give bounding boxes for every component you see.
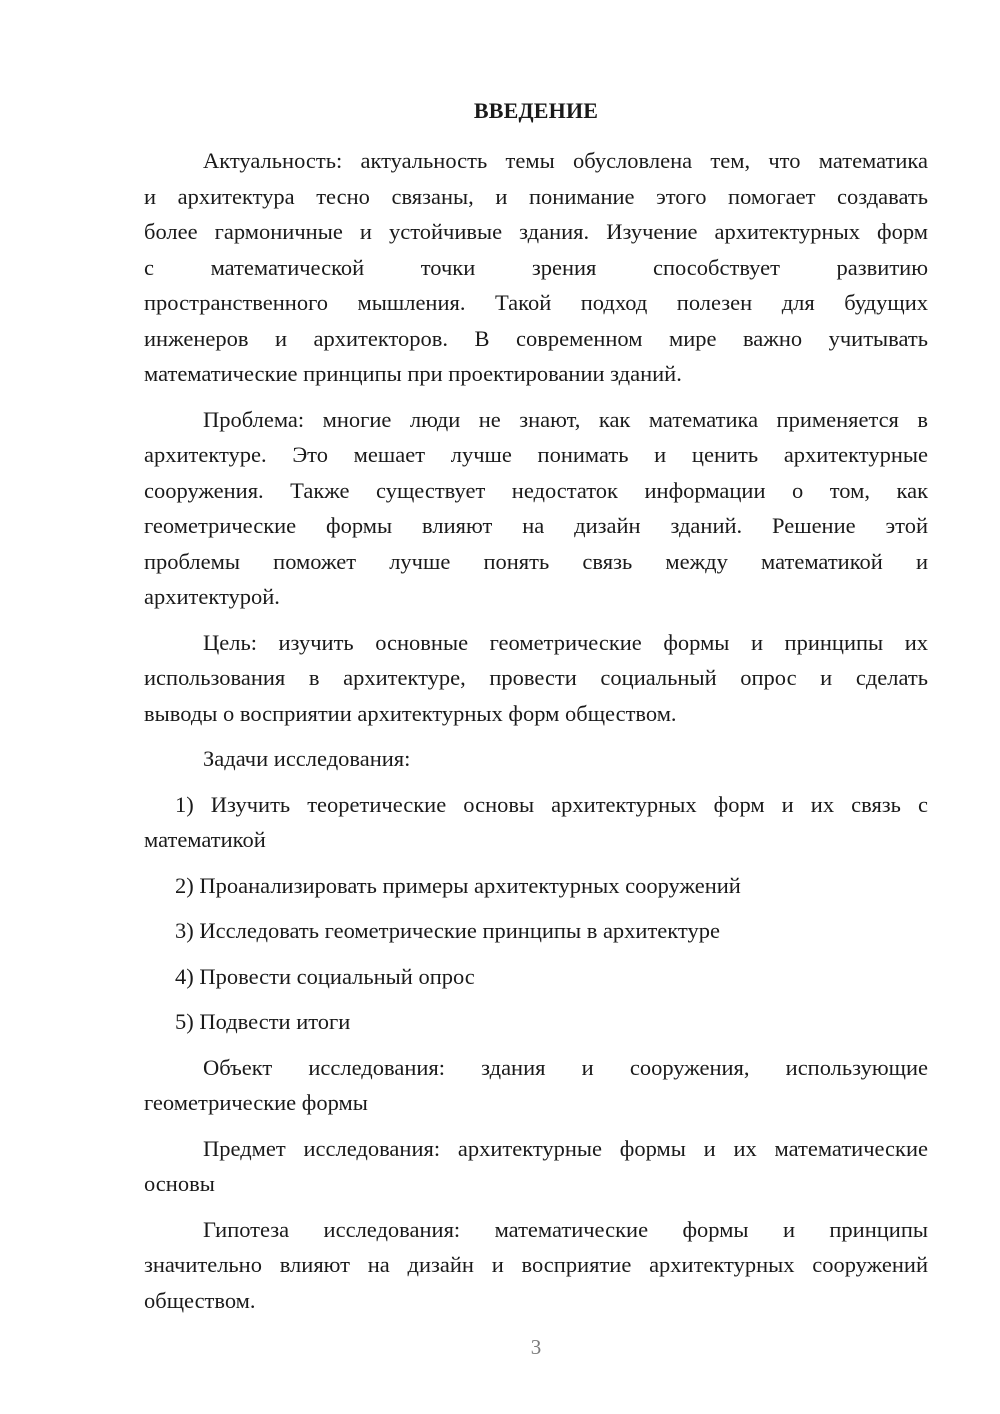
text-line: сооружения. Также существует недостаток информации о том, как	[144, 477, 928, 503]
hypothesis-paragraph	[144, 1212, 928, 1319]
section-title: ВВЕДЕНИЕ	[473, 98, 599, 123]
text-line: с математической точки зрения способствует развитию	[144, 254, 928, 280]
text-line: выводы о восприятии архитектурных форм обществом.	[144, 700, 677, 726]
task-item-1	[144, 787, 928, 858]
text-line: значительно влияют на дизайн и восприятие архитектурных сооружений	[144, 1252, 928, 1277]
task-item-4	[144, 959, 928, 995]
task-item-5	[144, 1004, 928, 1040]
text-line: более гармоничные и устойчивые здания. Изучение архитектурных форм	[144, 219, 928, 244]
text-line: пространственного мышления. Такой подход полезен для будущих	[144, 290, 928, 315]
text-line: 3) Исследовать геометрические принципы в архитектуре	[175, 918, 720, 943]
text-line: геометрические формы влияют на дизайн зданий. Решение этой	[144, 513, 928, 538]
text-line: Актуальность: актуальность темы обусловлена тем, что математика	[203, 148, 928, 173]
text-line: архитектурой.	[144, 584, 280, 609]
text-line: 5) Подвести итоги	[175, 1009, 351, 1034]
page-number: 3	[530, 1335, 542, 1359]
text-line: 1) Изучить теоретические основы архитектурных форм и их связь с	[175, 791, 928, 817]
task-item-2	[144, 868, 928, 904]
problem-paragraph	[144, 402, 928, 615]
text-line: обществом.	[144, 1287, 256, 1313]
text-line: и архитектура тесно связаны, и понимание этого помогает создавать	[144, 183, 928, 209]
document-body	[144, 143, 928, 1318]
text-line: 4) Провести социальный опрос	[175, 963, 475, 989]
relevance-paragraph	[144, 143, 928, 392]
text-line: использования в архитектуре, провести социальный опрос и сделать	[144, 665, 928, 690]
text-line: Проблема: многие люди не знают, как математика применяется в	[203, 406, 928, 432]
goal-paragraph	[144, 625, 928, 732]
text-line: основы	[144, 1171, 215, 1196]
text-line: 2) Проанализировать примеры архитектурных сооружений	[175, 872, 741, 898]
text-line: проблемы поможет лучше понять связь между математикой и	[144, 548, 928, 574]
object-paragraph	[144, 1050, 928, 1121]
task-item-3	[144, 913, 928, 949]
text-line: геометрические формы	[144, 1090, 368, 1115]
subject-paragraph	[144, 1131, 928, 1202]
text-line: Задачи исследования:	[203, 746, 411, 771]
text-line: Объект исследования: здания и сооружения, использующие	[203, 1054, 928, 1080]
tasks-heading	[144, 741, 928, 777]
text-line: архитектуре. Это мешает лучше понимать и ценить архитектурные	[144, 442, 928, 467]
text-line: математикой	[144, 827, 266, 852]
text-line: математические принципы при проектировании зданий.	[144, 361, 682, 386]
text-line: Цель: изучить основные геометрические формы и принципы их	[203, 629, 928, 655]
text-line: Предмет исследования: архитектурные формы и их математические	[203, 1135, 928, 1161]
text-line: инженеров и архитекторов. В современном мире важно учитывать	[144, 325, 928, 351]
text-line: Гипотеза исследования: математические формы и принципы	[203, 1216, 928, 1242]
